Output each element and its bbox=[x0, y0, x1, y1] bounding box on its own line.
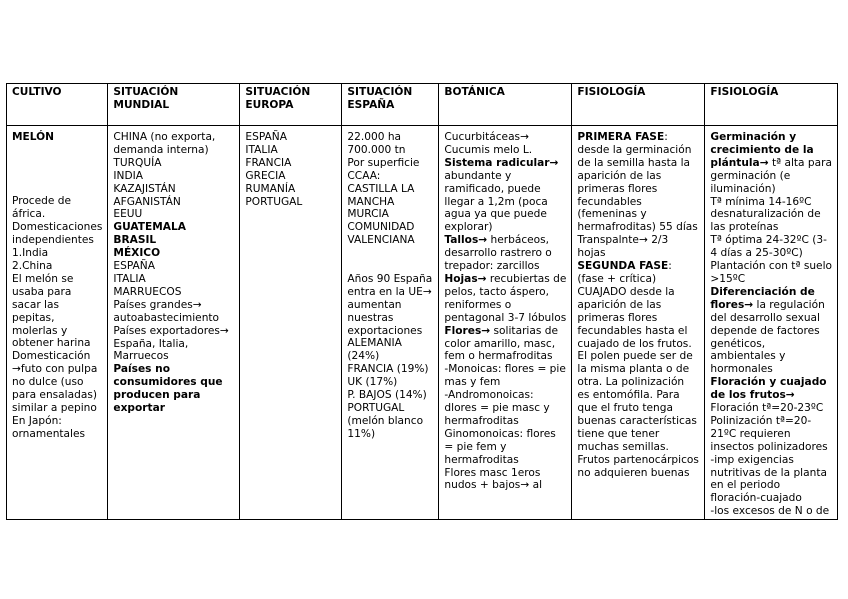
origin-text: Procede de áfrica. Domesticaciones independientes bbox=[12, 195, 103, 247]
header-row bbox=[7, 84, 838, 126]
header-situacion-europa: SITUACIÓN EUROPA bbox=[240, 84, 342, 126]
country-bold: BRASIL bbox=[113, 234, 157, 247]
country: PORTUGAL bbox=[245, 195, 303, 208]
flores-masc-text: Flores masc 1eros nudos + bajos→ al bbox=[444, 466, 543, 492]
country-bold: GUATEMALA bbox=[113, 221, 186, 234]
cell-fisiologia-2 bbox=[705, 126, 838, 520]
tallos-label: Tallos→ bbox=[444, 234, 488, 247]
temp-minima: Tª mínima 14-16ºC desnaturalización de las proteínas bbox=[710, 195, 821, 234]
country: AFGANISTÁN bbox=[113, 195, 181, 208]
export-item: FRANCIA (19%) bbox=[347, 363, 429, 376]
cell-europa bbox=[240, 126, 342, 520]
diferenciacion-label: Diferenciación de flores→ bbox=[710, 285, 815, 311]
country: ITALIA bbox=[245, 143, 278, 156]
hectares: 22.000 ha bbox=[347, 131, 402, 143]
grandes-text: Países grandes→ autoabastecimiento bbox=[113, 298, 220, 324]
no-consumidores-text: Países no consumidores que producen para exportar bbox=[113, 363, 223, 415]
header-cultivo: CULTIVO bbox=[7, 84, 108, 126]
temp-optima: Tª óptima 24-32ºC (3-4 días a 25-30ºC) bbox=[710, 234, 827, 260]
floracion-label: Floración y cuajado de los frutos→ bbox=[710, 376, 827, 402]
monoicas-text: -Monoicas: flores = pie mas y fem bbox=[444, 363, 566, 389]
crop-name: MELÓN bbox=[12, 131, 55, 143]
hojas-text: recubiertas de pelos, tacto áspero, reniformes o pentagonal 3-7 lóbulos bbox=[444, 272, 567, 324]
country: EEUU bbox=[113, 208, 143, 221]
radicular-text: abundante y ramificado, puede llegar a 1,2m (poca agua ya que puede explorar) bbox=[444, 169, 548, 234]
cell-cultivo bbox=[7, 126, 108, 520]
history-text: El melón se usaba para sacar las pepitas, molerlas y obtener harina Domesticación →futo con pulpa no dulce (uso para ensaladas) similar a pepino bbox=[12, 272, 98, 414]
country: FRANCIA bbox=[245, 156, 292, 169]
country: TURQUÍA bbox=[113, 156, 162, 169]
melon-row bbox=[7, 126, 838, 520]
header-situacion-mundial: SITUACIÓN MUNDIAL bbox=[108, 84, 240, 126]
exportadores-text: Países exportadores→ España, Italia, Marruecos bbox=[113, 324, 229, 363]
country: KAZAJISTÁN bbox=[113, 182, 176, 195]
country: ITALIA bbox=[113, 272, 146, 285]
floracion-temp: Floración tª=20-23ºC bbox=[710, 402, 824, 415]
cell-botanica bbox=[439, 126, 572, 520]
primera-fase-text: : desde la germinación de la semilla hasta la aparición de las primeras flores fecundables (femeninas y hermafroditas) 55 días bbox=[577, 131, 698, 234]
segunda-fase-text: : (fase + crítica) CUAJADO desde la aparición de las primeras flores fecundables hasta el cuajado de los frutos. El polen puede ser de la misma planta o de otra. La polinización es entomófila. Para que el fruto tenga buenas características tiene que tener muchas semillas. Frutos partenocárpicos no adquieren buenas bbox=[577, 260, 699, 479]
crop-table bbox=[6, 83, 838, 520]
germinacion-text: tª alta para germinación (e iluminación) bbox=[710, 156, 832, 195]
primera-fase-label: PRIMERA FASE bbox=[577, 131, 665, 143]
flores-label: Flores→ bbox=[444, 324, 491, 337]
country: RUMANÍA bbox=[245, 182, 296, 195]
header-situacion-espana: SITUACIÓN ESPAÑA bbox=[342, 84, 439, 126]
germinacion-label: Germinación y crecimiento de la plántula→ bbox=[710, 131, 814, 169]
region: CASTILLA LA MANCHA bbox=[347, 182, 415, 208]
tallos-text: herbáceos, desarrollo rastrero o trepador: zarcillos bbox=[444, 234, 552, 273]
tonnes: 700.000 tn bbox=[347, 143, 406, 156]
exigencias-text: -imp exigencias nutritivas de la planta en el periodo floración-cuajado bbox=[710, 453, 827, 505]
header-fisiologia-1: FISIOLOGÍA bbox=[572, 84, 705, 126]
region: COMUNIDAD VALENCIANA bbox=[347, 221, 415, 247]
header-fisiologia-2: FISIOLOGÍA bbox=[705, 84, 838, 126]
country-bold: MÉXICO bbox=[113, 247, 161, 260]
anos90-text: Años 90 España entra en la UE→ aumentan nuestras exportaciones bbox=[347, 272, 433, 337]
cell-espana bbox=[342, 126, 439, 520]
flores-text: solitarias de color amarillo, masc, fem o hermafroditas bbox=[444, 324, 558, 363]
cell-mundial bbox=[108, 126, 240, 520]
origin-list-item: 1.India bbox=[12, 247, 49, 260]
japan-text: En Japón: ornamentales bbox=[12, 414, 86, 440]
country: ESPAÑA bbox=[113, 260, 155, 273]
andromonoicas-text: -Andromonoicas: dlores = pie masc y hermafroditas bbox=[444, 389, 550, 427]
ginomonoicas-text: Ginomonoicas: flores = pie fem y hermafroditas bbox=[444, 427, 556, 466]
export-item: P. BAJOS (14%) bbox=[347, 389, 427, 402]
familia-text: Cucurbitáceas→ Cucumis melo L. bbox=[444, 131, 533, 156]
transplante-text: Transpalnte→ 2/3 hojas bbox=[577, 234, 669, 260]
origin-list-item: 2.China bbox=[12, 260, 53, 272]
hojas-label: Hojas→ bbox=[444, 272, 487, 285]
plantacion-text: Plantación con tª suelo >15ºC bbox=[710, 260, 832, 285]
polinizacion-text: Polinización tª=20-21ºC requieren insectos polinizadores bbox=[710, 414, 828, 453]
country: INDIA bbox=[113, 169, 143, 182]
superficie-text: Por superficie CCAA: bbox=[347, 156, 420, 182]
export-item: PORTUGAL (melón blanco 11%) bbox=[347, 402, 424, 440]
export-item: UK (17%) bbox=[347, 376, 398, 389]
region: MURCIA bbox=[347, 208, 389, 221]
cell-fisiologia-1 bbox=[572, 126, 705, 520]
country: ESPAÑA bbox=[245, 131, 287, 143]
excesos-text: -los excesos de N o de bbox=[710, 505, 830, 518]
header-botanica: BOTÁNICA bbox=[439, 84, 572, 126]
country: GRECIA bbox=[245, 169, 286, 182]
china-text: CHINA (no exporta, demanda interna) bbox=[113, 131, 216, 156]
radicular-label: Sistema radicular→ bbox=[444, 156, 559, 169]
segunda-fase-label: SEGUNDA FASE bbox=[577, 260, 669, 273]
diferenciacion-text: la regulación del desarrollo sexual depende de factores genéticos, ambientales y hormonales bbox=[710, 298, 825, 376]
export-item: ALEMANIA (24%) bbox=[347, 337, 402, 363]
country: MARRUECOS bbox=[113, 285, 182, 298]
